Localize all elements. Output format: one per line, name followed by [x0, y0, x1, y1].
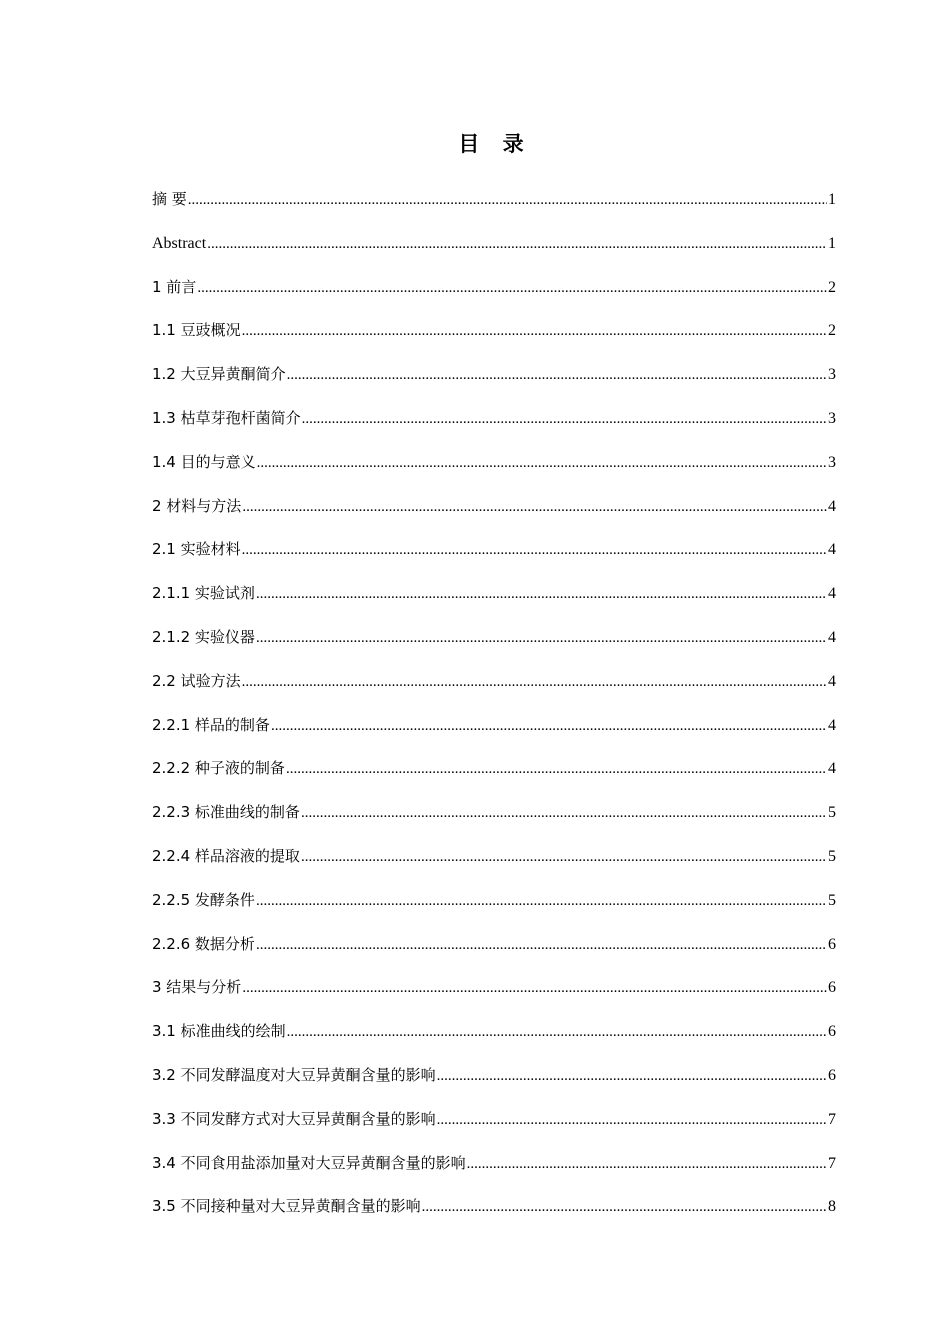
toc-entry-page: 1 — [828, 234, 836, 252]
toc-entry[interactable] — [152, 923, 836, 967]
toc-entry[interactable] — [152, 660, 836, 704]
toc-dot-leader — [242, 661, 827, 705]
toc-entry[interactable] — [152, 747, 836, 791]
toc-entry[interactable] — [152, 1054, 836, 1098]
toc-dot-leader — [286, 748, 827, 792]
toc-entry[interactable] — [152, 178, 836, 222]
toc-entry-page: 6 — [828, 979, 836, 997]
toc-entry-label: 2.2 试验方法 — [152, 671, 241, 690]
toc-entry[interactable] — [152, 222, 836, 266]
toc-entry-page: 4 — [828, 716, 836, 734]
toc-dot-leader — [256, 617, 827, 661]
toc-dot-leader — [207, 223, 827, 267]
toc-entry-page: 4 — [828, 672, 836, 690]
toc-dot-leader — [256, 924, 827, 968]
toc-entry[interactable] — [152, 397, 836, 441]
toc-entry[interactable] — [152, 1185, 836, 1229]
toc-dot-leader — [257, 442, 827, 486]
toc-dot-leader — [437, 1055, 827, 1099]
toc-entry-label: 3.4 不同食用盐添加量对大豆异黄酮含量的影响 — [152, 1153, 466, 1172]
toc-entry-label: Abstract — [152, 234, 207, 252]
toc-entry[interactable] — [152, 485, 836, 529]
toc-entry[interactable] — [152, 266, 836, 310]
toc-entry-label: 2.2.1 样品的制备 — [152, 715, 270, 734]
toc-entry-label: 2.2.6 数据分析 — [152, 934, 255, 953]
toc-dot-leader — [422, 1186, 827, 1230]
toc-entry-label: 2.1.1 实验试剂 — [152, 584, 255, 603]
toc-entry-label: 1.4 目的与意义 — [152, 452, 256, 471]
toc-entry-label: 3.2 不同发酵温度对大豆异黄酮含量的影响 — [152, 1065, 436, 1084]
toc-entry-page: 2 — [828, 322, 836, 340]
toc-entry-page: 6 — [828, 1066, 836, 1084]
toc-entry-page: 7 — [828, 1110, 836, 1128]
toc-entry[interactable] — [152, 1098, 836, 1142]
toc-title: 目 录 — [458, 132, 532, 156]
toc-entry-label: 1.3 枯草芽孢杆菌简介 — [152, 408, 301, 427]
toc-dot-leader — [301, 836, 827, 880]
toc-entry-page: 4 — [828, 760, 836, 778]
toc-entry-label: 2 材料与方法 — [152, 496, 242, 515]
toc-dot-leader — [287, 354, 827, 398]
toc-dot-leader — [256, 573, 827, 617]
toc-entry-label: 2.2.5 发酵条件 — [152, 890, 255, 909]
toc-entry[interactable] — [152, 528, 836, 572]
toc-entry[interactable] — [152, 966, 836, 1010]
toc-entry-page: 4 — [828, 585, 836, 603]
toc-entry-label: 2.2.3 标准曲线的制备 — [152, 803, 300, 822]
toc-entry[interactable] — [152, 1142, 836, 1186]
toc-list — [152, 178, 836, 1229]
toc-dot-leader — [287, 1011, 827, 1055]
toc-entry[interactable] — [152, 309, 836, 353]
toc-dot-leader — [242, 486, 827, 530]
toc-entry-page: 3 — [828, 366, 836, 384]
toc-entry[interactable] — [152, 616, 836, 660]
toc-entry-page: 6 — [828, 1023, 836, 1041]
toc-entry-page: 4 — [828, 497, 836, 515]
toc-dot-leader — [301, 792, 827, 836]
toc-entry-page: 3 — [828, 409, 836, 427]
toc-entry-label: 摘 要 — [152, 190, 187, 208]
toc-entry[interactable] — [152, 353, 836, 397]
toc-entry[interactable] — [152, 835, 836, 879]
toc-entry-label: 2.1.2 实验仪器 — [152, 627, 255, 646]
toc-entry[interactable] — [152, 879, 836, 923]
toc-entry-label: 1 前言 — [152, 277, 197, 296]
toc-entry[interactable] — [152, 441, 836, 485]
toc-entry-label: 1.2 大豆异黄酮简介 — [152, 365, 286, 384]
toc-entry[interactable] — [152, 1010, 836, 1054]
toc-dot-leader — [271, 705, 827, 749]
toc-entry-label: 3 结果与分析 — [152, 978, 242, 997]
toc-entry-label: 2.2.4 样品溶液的提取 — [152, 846, 300, 865]
toc-dot-leader — [302, 398, 827, 442]
toc-entry-label: 1.1 豆豉概况 — [152, 321, 241, 340]
toc-dot-leader — [256, 880, 827, 924]
toc-entry-label: 3.3 不同发酵方式对大豆异黄酮含量的影响 — [152, 1109, 436, 1128]
toc-entry-label: 3.1 标准曲线的绘制 — [152, 1022, 286, 1041]
toc-entry-page: 7 — [828, 1154, 836, 1172]
toc-entry-page: 6 — [828, 935, 836, 953]
toc-entry-page: 1 — [828, 191, 836, 208]
toc-entry[interactable] — [152, 704, 836, 748]
toc-entry-label: 3.5 不同接种量对大豆异黄酮含量的影响 — [152, 1197, 421, 1216]
toc-entry-page: 5 — [828, 891, 836, 909]
toc-entry-page: 3 — [828, 453, 836, 471]
toc-dot-leader — [242, 529, 827, 573]
toc-dot-leader — [437, 1099, 827, 1143]
toc-entry-page: 2 — [828, 278, 836, 296]
toc-entry-page: 8 — [828, 1198, 836, 1216]
toc-entry-page: 5 — [828, 804, 836, 822]
toc-entry-page: 4 — [828, 541, 836, 559]
toc-dot-leader — [242, 310, 827, 354]
toc-entry-page: 5 — [828, 847, 836, 865]
toc-entry[interactable] — [152, 791, 836, 835]
toc-dot-leader — [242, 967, 827, 1011]
toc-dot-leader — [188, 179, 827, 223]
toc-entry[interactable] — [152, 572, 836, 616]
toc-entry-label: 2.1 实验材料 — [152, 540, 241, 559]
toc-entry-label: 2.2.2 种子液的制备 — [152, 759, 285, 778]
toc-dot-leader — [467, 1143, 827, 1187]
toc-dot-leader — [197, 267, 827, 311]
toc-entry-page: 4 — [828, 628, 836, 646]
